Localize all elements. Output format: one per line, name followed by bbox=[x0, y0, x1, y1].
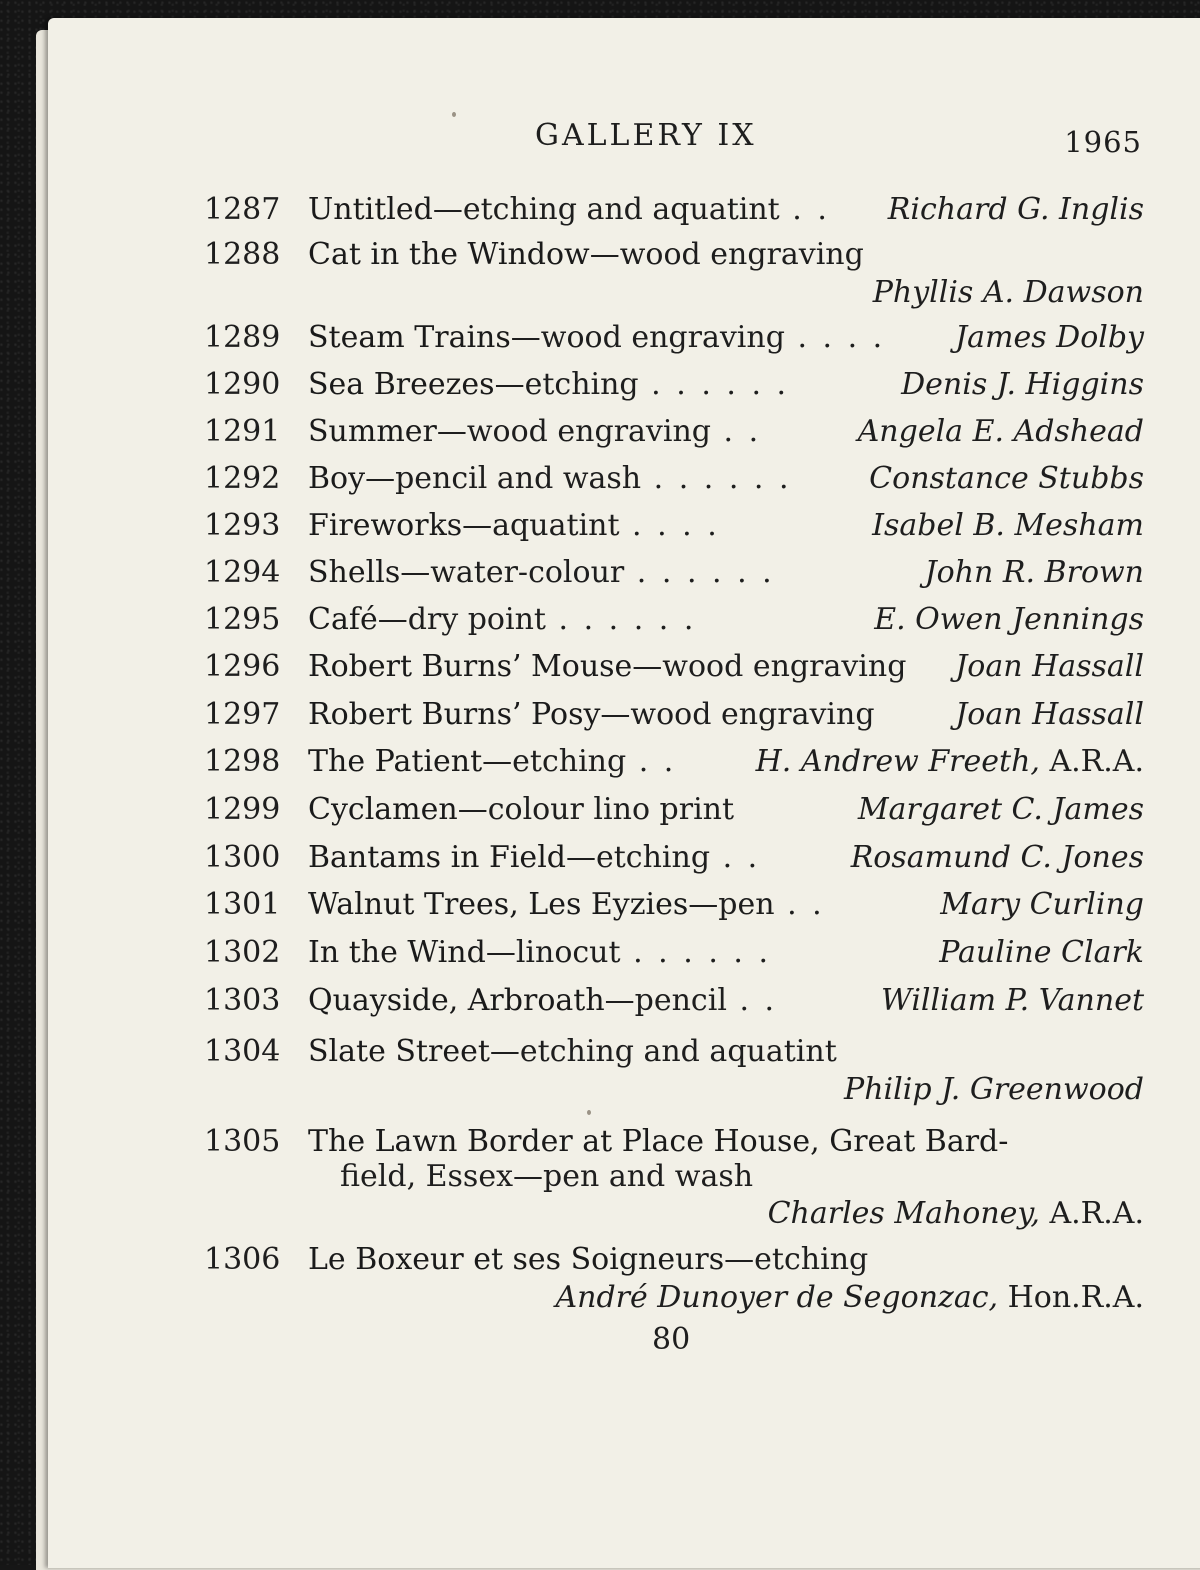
entry-title-text: Bantams in Field bbox=[308, 840, 566, 875]
leader-dots: . . . . . . bbox=[641, 461, 792, 496]
entry-title bbox=[308, 459, 792, 499]
list-item bbox=[0, 1122, 1200, 1162]
leader-dots: . . . . . . bbox=[620, 935, 772, 970]
entry-artist: Angela E. Adshead bbox=[857, 414, 1144, 449]
entry-number: 1300 bbox=[204, 840, 281, 875]
entry-number: 1305 bbox=[204, 1124, 281, 1159]
entry-title bbox=[308, 933, 771, 973]
year: 1965 bbox=[1064, 125, 1142, 159]
entry-artist: Constance Stubbs bbox=[869, 461, 1144, 496]
entry-title-text: Robert Burns’ Mouse bbox=[308, 649, 633, 684]
entry-medium: —wood engraving bbox=[510, 320, 785, 355]
entry-medium: —pencil and wash bbox=[365, 461, 642, 496]
entry-number: 1299 bbox=[204, 792, 281, 827]
list-item bbox=[0, 695, 1200, 735]
entry-title bbox=[308, 647, 906, 687]
list-item bbox=[0, 365, 1200, 405]
entry-number: 1293 bbox=[204, 508, 281, 543]
list-item bbox=[0, 647, 1200, 687]
entry-number: 1297 bbox=[204, 697, 281, 732]
entry-artist: Denis J. Higgins bbox=[901, 367, 1144, 402]
entry-artist: Joan Hassall bbox=[955, 649, 1144, 684]
entry-medium: —aquatint bbox=[462, 508, 620, 543]
entry-artist: Philip J. Greenwood bbox=[844, 1072, 1144, 1107]
entry-artist: Mary Curling bbox=[940, 887, 1144, 922]
entry-medium: —water-colour bbox=[400, 555, 625, 590]
artist-name: H. Andrew Freeth, bbox=[755, 744, 1040, 779]
entry-medium: —etching bbox=[494, 367, 639, 402]
entry-title bbox=[308, 1240, 868, 1280]
entry-artist bbox=[756, 742, 1144, 782]
list-item bbox=[0, 235, 1200, 275]
list-item bbox=[0, 1032, 1200, 1072]
entry-title bbox=[308, 506, 720, 546]
entry-title bbox=[308, 695, 875, 735]
artist-name: André Dunoyer de Segonzac, bbox=[555, 1280, 999, 1315]
artist-honours: Hon.R.A. bbox=[1007, 1280, 1144, 1315]
entry-number: 1291 bbox=[204, 414, 281, 449]
leader-dots: . . bbox=[626, 744, 677, 779]
entry-artist: Joan Hassall bbox=[955, 697, 1144, 732]
leader-dots: . . . . bbox=[619, 508, 720, 543]
artist-honours: A.R.A. bbox=[1049, 1196, 1144, 1231]
entry-title-text: Sea Breezes bbox=[308, 367, 495, 402]
entry-medium: —colour lino print bbox=[457, 792, 735, 827]
entry-number: 1304 bbox=[204, 1034, 281, 1069]
entry-number: 1295 bbox=[204, 602, 281, 637]
entry-title-text: Café bbox=[308, 602, 378, 637]
entry-artist: Margaret C. James bbox=[857, 792, 1144, 827]
list-item bbox=[0, 412, 1200, 452]
artist-honours: A.R.A. bbox=[1049, 744, 1144, 779]
list-item bbox=[0, 506, 1200, 546]
list-item bbox=[0, 838, 1200, 878]
entry-artist: E. Owen Jennings bbox=[874, 602, 1144, 637]
entry-title-text: The Patient bbox=[308, 744, 483, 779]
entry-title-text: Boy bbox=[308, 461, 366, 496]
list-item bbox=[0, 790, 1200, 830]
entry-medium: —wood engraving bbox=[436, 414, 711, 449]
leader-dots: . . bbox=[774, 887, 825, 922]
entry-title bbox=[308, 600, 696, 640]
paper-speck bbox=[452, 112, 456, 117]
entry-number: 1303 bbox=[204, 983, 281, 1018]
entry-title-text: Quayside, Arbroath bbox=[308, 983, 605, 1018]
entry-title bbox=[308, 190, 830, 230]
page-number: 80 bbox=[652, 1322, 691, 1357]
entry-medium: —etching and aquatint bbox=[489, 1034, 837, 1069]
entry-title bbox=[308, 1032, 837, 1072]
entry-title bbox=[308, 981, 777, 1021]
entry-number: 1301 bbox=[204, 887, 281, 922]
entry-title-text: Robert Burns’ Posy bbox=[308, 697, 601, 732]
entry-medium: —etching bbox=[566, 840, 711, 875]
entry-title bbox=[308, 885, 825, 925]
leader-dots: . . . . bbox=[784, 320, 886, 355]
entry-medium: —wood engraving bbox=[589, 237, 864, 272]
entry-artist: James Dolby bbox=[955, 320, 1144, 355]
list-item bbox=[0, 190, 1200, 230]
entry-artist: John R. Brown bbox=[924, 555, 1144, 590]
leader-dots: . . bbox=[726, 983, 778, 1018]
entry-number: 1289 bbox=[204, 320, 281, 355]
entry-number: 1306 bbox=[204, 1242, 281, 1277]
leader-dots: . . bbox=[779, 192, 830, 227]
entry-number: 1296 bbox=[204, 649, 281, 684]
leader-dots: . . bbox=[711, 414, 762, 449]
entry-title-text: Cat in the Window bbox=[308, 237, 590, 272]
entry-artist: William P. Vannet bbox=[881, 983, 1144, 1018]
entry-title bbox=[308, 318, 885, 358]
entry-number: 1294 bbox=[204, 555, 281, 590]
entry-title-text: Cyclamen bbox=[308, 792, 458, 827]
entry-title bbox=[308, 553, 775, 593]
entry-title-text: Le Boxeur et ses Soigneurs bbox=[308, 1242, 725, 1277]
entry-title-text: Steam Trains bbox=[308, 320, 511, 355]
entry-medium: —dry point bbox=[377, 602, 546, 637]
paper-speck bbox=[587, 1110, 591, 1115]
entry-artist: Richard G. Inglis bbox=[887, 192, 1144, 227]
entry-artist bbox=[555, 1278, 1144, 1318]
entry-artist bbox=[768, 1194, 1144, 1234]
entry-number: 1287 bbox=[204, 192, 281, 227]
entry-number: 1290 bbox=[204, 367, 281, 402]
entry-title-continued bbox=[340, 1157, 753, 1197]
entry-title-text: Fireworks bbox=[308, 508, 463, 543]
entry-title bbox=[308, 790, 734, 830]
entry-title-text: The Lawn Border at Place House, Great Bard- bbox=[308, 1124, 1009, 1159]
entry-title-text: Untitled bbox=[308, 192, 433, 227]
entry-medium: —pencil bbox=[604, 983, 727, 1018]
entry-title-text: Shells bbox=[308, 555, 401, 590]
list-item bbox=[0, 318, 1200, 358]
entry-medium: —pen and wash bbox=[513, 1159, 754, 1194]
entry-title bbox=[308, 412, 761, 452]
leader-dots: . . . . . . bbox=[638, 367, 790, 402]
entry-title-text: Slate Street bbox=[308, 1034, 490, 1069]
leader-dots: . . bbox=[710, 840, 761, 875]
entry-medium: —etching bbox=[482, 744, 627, 779]
entry-artist: Phyllis A. Dawson bbox=[872, 275, 1144, 310]
entry-medium: —wood engraving bbox=[632, 649, 907, 684]
artist-name: Charles Mahoney, bbox=[767, 1196, 1040, 1231]
list-item bbox=[0, 459, 1200, 499]
entry-number: 1288 bbox=[204, 237, 281, 272]
entry-title-text: In the Wind bbox=[308, 935, 486, 970]
entry-medium: —linocut bbox=[485, 935, 621, 970]
entry-title bbox=[308, 742, 676, 782]
leader-dots: . . . . . . bbox=[624, 555, 775, 590]
entry-artist: Pauline Clark bbox=[939, 935, 1144, 970]
entry-number: 1292 bbox=[204, 461, 281, 496]
entry-artist: Isabel B. Mesham bbox=[872, 508, 1144, 543]
entry-medium: —etching bbox=[724, 1242, 869, 1277]
list-item bbox=[0, 742, 1200, 782]
entry-title-text: Summer bbox=[308, 414, 437, 449]
entry-title bbox=[308, 365, 789, 405]
gallery-title: GALLERY IX bbox=[535, 118, 757, 153]
entry-title-text: field, Essex bbox=[340, 1159, 513, 1194]
entry-title bbox=[308, 1122, 1008, 1162]
entry-medium: —etching and aquatint bbox=[432, 192, 780, 227]
entry-title bbox=[308, 235, 864, 275]
entry-title-text: Walnut Trees, Les Eyzies bbox=[308, 887, 689, 922]
list-item bbox=[0, 981, 1200, 1021]
list-item bbox=[0, 1240, 1200, 1280]
entry-number: 1298 bbox=[204, 744, 281, 779]
entry-medium: —pen bbox=[688, 887, 775, 922]
list-item bbox=[0, 600, 1200, 640]
entry-number: 1302 bbox=[204, 935, 281, 970]
list-item bbox=[0, 933, 1200, 973]
entry-medium: —wood engraving bbox=[600, 697, 875, 732]
entry-artist: Rosamund C. Jones bbox=[850, 840, 1144, 875]
entry-title bbox=[308, 838, 760, 878]
leader-dots: . . . . . . bbox=[545, 602, 697, 637]
list-item bbox=[0, 553, 1200, 593]
list-item bbox=[0, 885, 1200, 925]
